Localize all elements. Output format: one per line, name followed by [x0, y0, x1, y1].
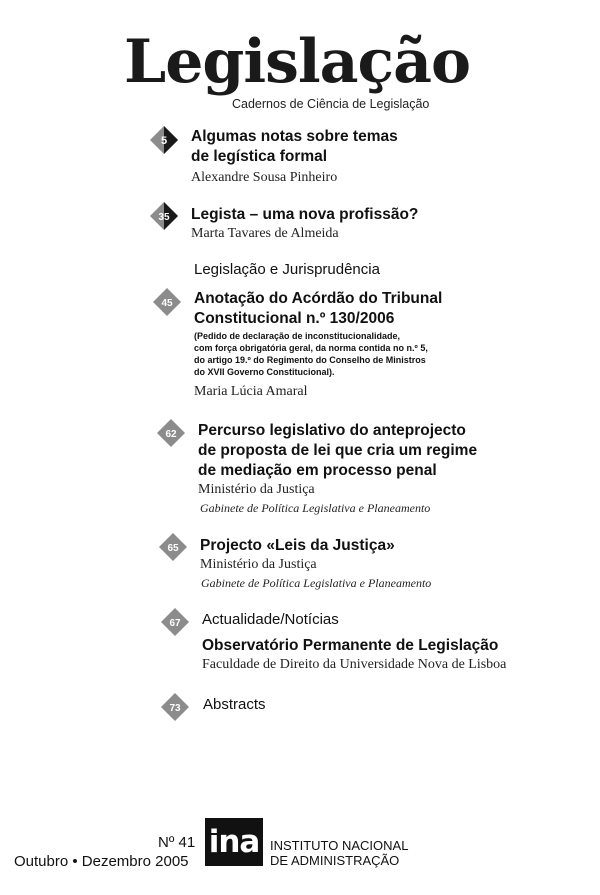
- article-title-line[interactable]: Constitucional n.º 130/2006: [194, 310, 395, 327]
- page-number: 62: [165, 429, 177, 440]
- article-title-line[interactable]: Projecto «Leis da Justiça»: [200, 537, 395, 554]
- article-note-line: do XVII Governo Constitucional).: [194, 367, 335, 377]
- institute-name-line: INSTITUTO NACIONAL: [270, 838, 409, 853]
- page-number: 5: [160, 135, 168, 147]
- page-number: 35: [158, 212, 170, 223]
- page-number: 45: [161, 298, 173, 309]
- article-title-line[interactable]: de legística formal: [191, 148, 328, 165]
- article-author: Maria Lúcia Amaral: [194, 384, 308, 399]
- article-title-line[interactable]: Legista – uma nova profissão?: [191, 206, 419, 223]
- journal-title: Legislação: [124, 27, 470, 97]
- article-title-line[interactable]: de proposta de lei que cria um regime: [198, 442, 478, 459]
- issue-date: Outubro • Dezembro 2005: [14, 853, 189, 870]
- page-badge-67[interactable]: [160, 607, 190, 637]
- article-author: Ministério da Justiça: [200, 557, 317, 572]
- page-badge-62[interactable]: [156, 418, 186, 448]
- article-note-line: do artigo 19.º do Regimento do Conselho de Ministros: [194, 355, 426, 365]
- page-number: 73: [169, 703, 181, 714]
- section-heading: Actualidade/Notícias: [202, 611, 339, 628]
- article-author: Marta Tavares de Almeida: [191, 226, 339, 241]
- issue-number: Nº 41: [158, 834, 196, 851]
- article-department: Gabinete de Política Legislativa e Planeamento: [200, 501, 431, 515]
- ina-logo: ina: [205, 818, 263, 866]
- article-department: Gabinete de Política Legislativa e Planeamento: [201, 576, 432, 590]
- article-note-line: com força obrigatória geral, da norma contida no n.º 5,: [194, 343, 428, 353]
- page-badge-65[interactable]: [158, 532, 188, 562]
- section-heading: Legislação e Jurisprudência: [194, 261, 380, 278]
- journal-subtitle: Cadernos de Ciência de Legislação: [232, 97, 430, 111]
- article-title-line[interactable]: Algumas notas sobre temas: [191, 128, 398, 145]
- page-badge-45[interactable]: [152, 287, 182, 317]
- article-title-line[interactable]: Observatório Permanente de Legislação: [202, 637, 499, 654]
- article-title-line[interactable]: Anotação do Acórdão do Tribunal: [194, 290, 443, 307]
- page-number: 65: [167, 543, 179, 554]
- institute-name-line: DE ADMINISTRAÇÃO: [270, 853, 400, 868]
- page-badge-35[interactable]: [149, 201, 179, 231]
- article-author: Faculdade de Direito da Universidade Nova de Lisboa: [202, 657, 507, 672]
- section-heading[interactable]: Abstracts: [203, 696, 266, 713]
- article-author: Alexandre Sousa Pinheiro: [191, 170, 338, 185]
- page-badge-5[interactable]: [149, 125, 179, 155]
- page-number: 67: [169, 618, 181, 629]
- article-title-line[interactable]: de mediação em processo penal: [198, 462, 437, 479]
- article-author: Ministério da Justiça: [198, 482, 315, 497]
- article-title-line[interactable]: Percurso legislativo do anteprojecto: [198, 422, 466, 439]
- page-badge-73[interactable]: [160, 692, 190, 722]
- article-note-line: (Pedido de declaração de inconstitucionalidade,: [194, 331, 401, 341]
